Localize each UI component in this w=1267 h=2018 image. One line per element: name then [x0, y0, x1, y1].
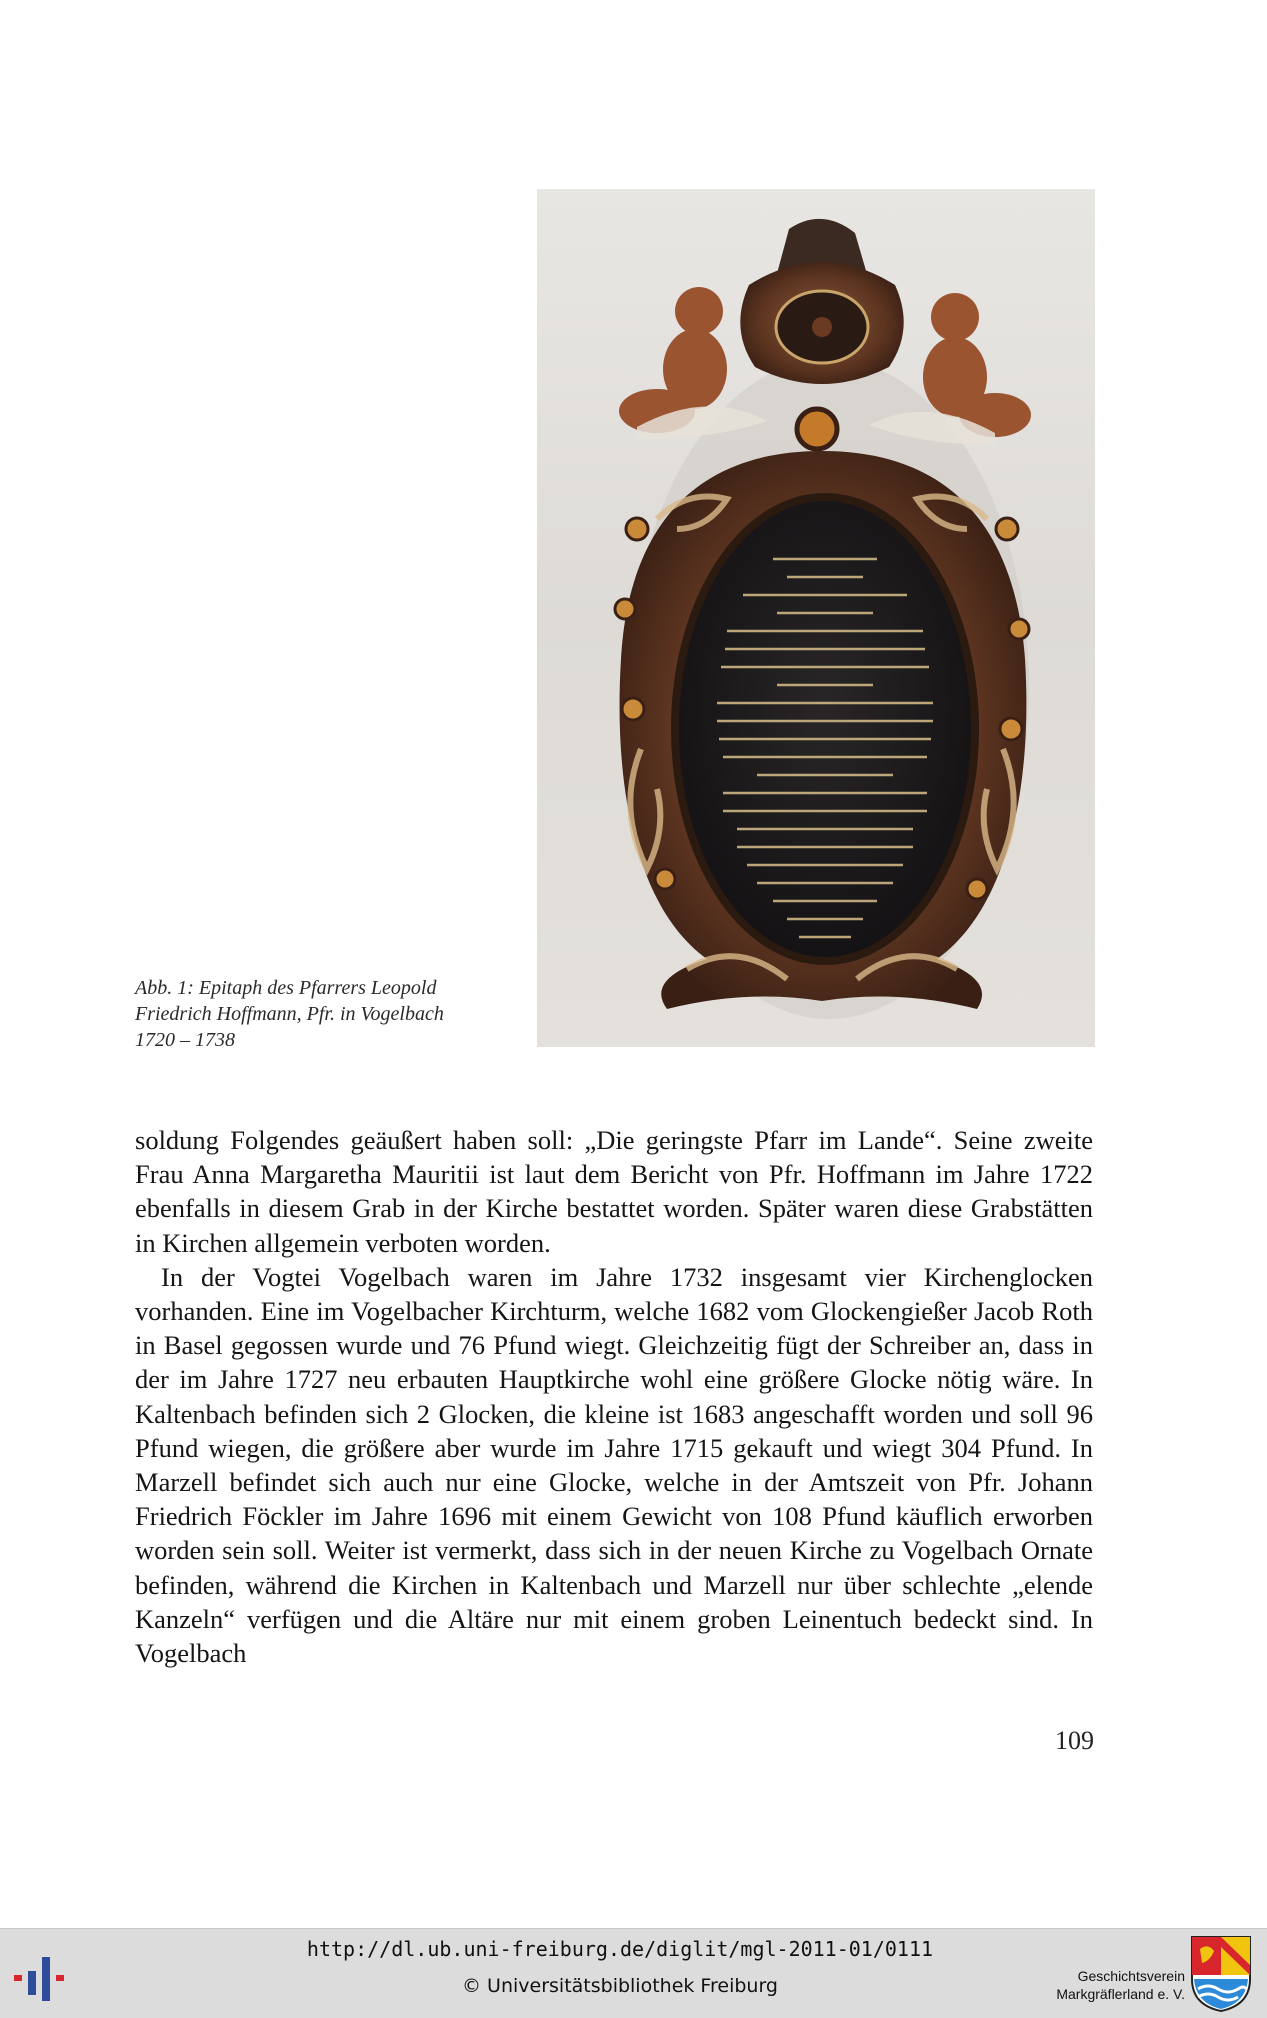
society-name [1005, 1967, 1185, 2003]
page-number: 109 [1055, 1726, 1094, 1755]
caption-line: Abb. 1: Epitaph des Pfarrers Leopold [135, 977, 437, 999]
paragraph: soldung Folgendes geäußert haben soll: „Die geringste Pfarr im Lande“. Seine zweite Frau Anna Margaretha Mauritii ist laut dem Bericht von Pfr. Hoffmann im Jahre 1722 ebenfalls in diesem Grab in der Kirche bestattet worden. Später waren diese Grabstätten in Kirchen allgemein verboten worden. [135, 1125, 1093, 1258]
caption-line: 1720 – 1738 [135, 1029, 235, 1051]
caption-line: Friedrich Hoffmann, Pfr. in Vogelbach [135, 1003, 444, 1025]
copyright-text: © Universitätsbibliothek Freiburg [462, 1975, 778, 1997]
figure-caption [135, 975, 525, 1053]
society-line: Markgräflerland e. V. [1056, 1986, 1185, 2002]
society-crest-icon [1190, 1935, 1252, 2013]
paragraph: In der Vogtei Vogelbach waren im Jahre 1732 insgesamt vier Kirchenglocken vorhanden. Eine im Vogelbacher Kirchturm, welche 1682 vom Glockengießer Jacob Roth in Basel gegossen wurde und 76 Pfund wiegt. Gleichzeitig fügt der Schreiber an, dass in der im Jahre 1727 neu erbauten Hauptkirche wohl eine größere Glocke nötig wäre. In Kaltenbach befinden sich 2 Glocken, die kleine ist 1683 angeschafft worden und soll 96 Pfund wiegen, die größere aber wurde im Jahre 1715 gekauft und wiegt 304 Pfund. In Marzell befindet sich auch nur eine Glocke, welche in der Amtszeit von Pfr. Johann Friedrich Föckler im Jahre 1696 mit einem Gewicht von 108 Pfund käuflich erworben worden sein soll. Weiter ist vermerkt, dass sich in der neuen Kirche zu Vogelbach Ornate befinden, während die Kirchen in Kaltenbach und Marzell nur über schlechte „elende Kanzeln“ verfügen und die Altäre nur mit einem groben Leinentuch bedeckt sind. In Vogelbach [135, 1261, 1093, 1669]
society-line: Geschichtsverein [1077, 1968, 1185, 1984]
epitaph-photo [537, 189, 1095, 1047]
body-text [135, 1123, 1093, 1670]
footer-bar [0, 1928, 1267, 2018]
document-url-link[interactable]: http://dl.ub.uni-freiburg.de/diglit/mgl-2011-01/0111 [306, 1937, 934, 1961]
library-logo-icon [14, 1951, 78, 2003]
